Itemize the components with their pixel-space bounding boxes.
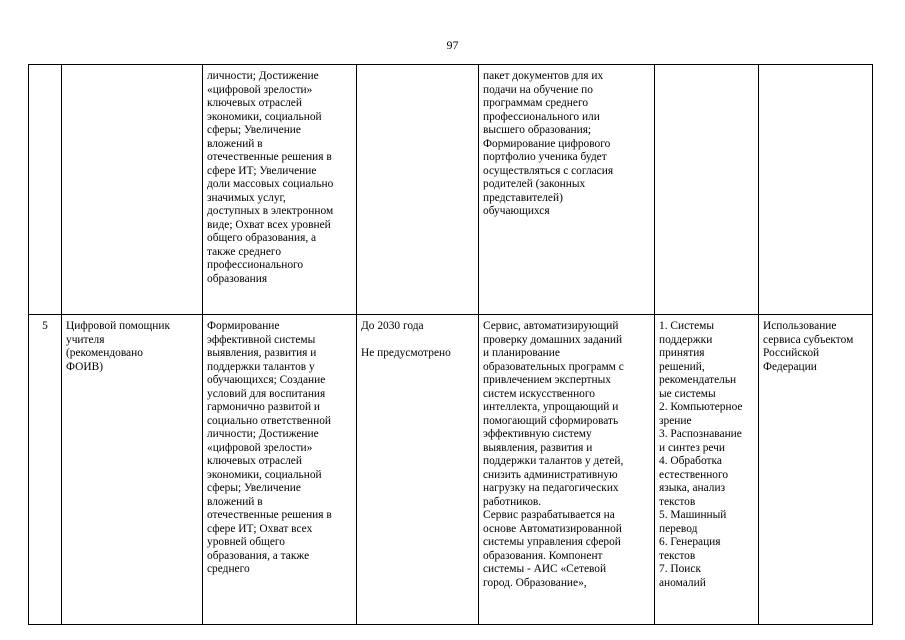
- text-line: нагрузку на педагогических: [483, 482, 619, 494]
- text-line: условий для воспитания: [207, 387, 326, 400]
- text-line: доступных в электронном: [207, 205, 334, 217]
- text-line: образования: [207, 272, 268, 285]
- text-line: аномалий: [659, 576, 706, 589]
- text-line: и планирование: [483, 347, 560, 359]
- text-line: профессионального: [207, 259, 304, 271]
- text-line: снизить административную: [483, 468, 618, 481]
- text-line: осуществляться с согласия: [483, 164, 614, 177]
- text-line: текстов: [659, 549, 696, 562]
- text-line: виде; Охват всех уровней: [207, 218, 331, 231]
- text-line: поддержки талантов у: [207, 360, 315, 373]
- text-line: Формирование цифрового: [483, 137, 611, 150]
- description-cell: [479, 65, 655, 315]
- table-row: [29, 65, 873, 315]
- text-line: выявления, развития и: [483, 441, 593, 454]
- text-line: доли массовых социально: [207, 178, 334, 190]
- text-line: гармонично развитой и: [207, 401, 320, 413]
- text-line: уровней общего: [207, 536, 285, 548]
- technologies-cell: [655, 65, 759, 315]
- text-line: работников.: [483, 495, 542, 508]
- text-line: представителей): [483, 191, 563, 204]
- text-line: образования, а также: [207, 549, 310, 562]
- deadline-cell: [357, 65, 479, 315]
- text-line: проверку домашних заданий: [483, 333, 623, 346]
- implementation-cell: [759, 65, 873, 315]
- deadline-cell: [357, 315, 479, 625]
- text-line: Сервис, автоматизирующий: [483, 320, 619, 332]
- text-line: ФОИВ): [66, 360, 103, 373]
- text-line: эффективную систему: [483, 428, 592, 440]
- text-line: подачи на обучение по: [483, 83, 593, 96]
- text-line: «цифровой зрелости»: [207, 441, 313, 454]
- text-line: принятия: [659, 347, 705, 359]
- text-line: помогающий сформировать: [483, 414, 619, 427]
- text-line: системы управления сферой: [483, 536, 621, 548]
- text-line: текстов: [659, 495, 696, 508]
- text-line: пакет документов для их: [483, 70, 604, 82]
- implementation-cell: [759, 315, 873, 625]
- goals-cell: [203, 315, 357, 625]
- text-line: город. Образование»,: [483, 576, 587, 589]
- text-line: социально ответственной: [207, 414, 332, 427]
- text-line: личности; Достижение: [207, 428, 319, 440]
- text-line: Не предусмотрено: [361, 346, 451, 359]
- text-line: вложений в: [207, 495, 263, 508]
- text-line: выявления, развития и: [207, 347, 317, 359]
- goals-cell: [203, 65, 357, 315]
- text-line: ключевых отраслей: [207, 455, 302, 467]
- text-line: языка, анализ: [659, 482, 726, 494]
- text-line: 1. Системы: [659, 320, 715, 332]
- text-line: естественного: [659, 468, 729, 481]
- text-line: поддержки: [659, 333, 713, 346]
- text-line: сферы; Увеличение: [207, 124, 301, 136]
- text-line: 7. Поиск: [659, 563, 701, 575]
- text-line: 5. Машинный: [659, 509, 727, 521]
- text-line: учителя: [66, 333, 105, 346]
- text-line: сфере ИТ; Охват всех: [207, 522, 313, 535]
- text-line: 3. Распознавание: [659, 428, 742, 440]
- text-line: Сервис разрабатывается на: [483, 509, 615, 521]
- text-line: систем искусственного: [483, 387, 595, 400]
- text-line: обучающихся; Создание: [207, 374, 326, 386]
- text-line: отечественные решения в: [207, 151, 332, 163]
- text-line: ые системы: [659, 387, 716, 400]
- text-line: ключевых отраслей: [207, 97, 302, 109]
- text-line: «цифровой зрелости»: [207, 83, 313, 96]
- text-line: (рекомендовано: [66, 347, 143, 359]
- text-line: среднего: [207, 563, 250, 575]
- text-line: экономики, социальной: [207, 110, 322, 123]
- text-line: поддержки талантов у детей,: [483, 455, 624, 467]
- text-line: отечественные решения в: [207, 509, 332, 521]
- text-line: общего образования, а: [207, 232, 317, 244]
- row-number-cell: [29, 315, 62, 625]
- text-line: привлечением экспертных: [483, 374, 611, 386]
- text-line: решений,: [659, 360, 705, 373]
- text-line: программам среднего: [483, 97, 589, 109]
- text-line: зрение: [659, 414, 692, 427]
- text-line: экономики, социальной: [207, 468, 322, 481]
- technologies-cell: [655, 315, 759, 625]
- row-number-cell: [29, 65, 62, 315]
- text-line: перевод: [659, 522, 698, 535]
- text-line: 2. Компьютерное: [659, 401, 743, 413]
- text-line: Цифровой помощник: [66, 320, 171, 332]
- text-line: портфолио ученика будет: [483, 151, 607, 163]
- text-line: 4. Обработка: [659, 455, 722, 467]
- text-line: также среднего: [207, 245, 282, 258]
- text-line: До 2030 года: [361, 320, 424, 332]
- text-line: профессионального или: [483, 110, 600, 123]
- table-row: [29, 315, 873, 625]
- text-line: основе Автоматизированной: [483, 522, 622, 535]
- text-line: обучающихся: [483, 205, 550, 217]
- project-name-cell: [62, 315, 203, 625]
- text-line: значимых услуг,: [207, 191, 286, 204]
- text-line: рекомендательн: [659, 374, 737, 386]
- text-line: образовательных программ с: [483, 360, 624, 373]
- page-number: 97: [446, 38, 459, 52]
- text-line: родителей (законных: [483, 178, 586, 190]
- description-cell: [479, 315, 655, 625]
- text-line: Российской: [763, 347, 820, 359]
- document-table: [28, 64, 873, 625]
- text-line: высшего образования;: [483, 124, 592, 136]
- text-line: и синтез речи: [659, 441, 726, 454]
- text-line: сфере ИТ; Увеличение: [207, 164, 317, 177]
- text-line: Формирование: [207, 320, 280, 332]
- text-line: Федерации: [763, 360, 817, 373]
- text-line: эффективной системы: [207, 333, 316, 346]
- text-line: интеллекта, упрощающий и: [483, 401, 619, 413]
- text-line: 5: [42, 320, 48, 332]
- text-line: личности; Достижение: [207, 70, 319, 82]
- text-line: вложений в: [207, 137, 263, 150]
- text-line: образования. Компонент: [483, 549, 603, 562]
- text-line: сферы; Увеличение: [207, 482, 301, 494]
- text-line: 6. Генерация: [659, 536, 721, 548]
- text-line: Использование: [763, 320, 837, 332]
- text-line: системы - АИС «Сетевой: [483, 563, 607, 575]
- project-name-cell: [62, 65, 203, 315]
- text-line: сервиса субъектом: [763, 333, 854, 346]
